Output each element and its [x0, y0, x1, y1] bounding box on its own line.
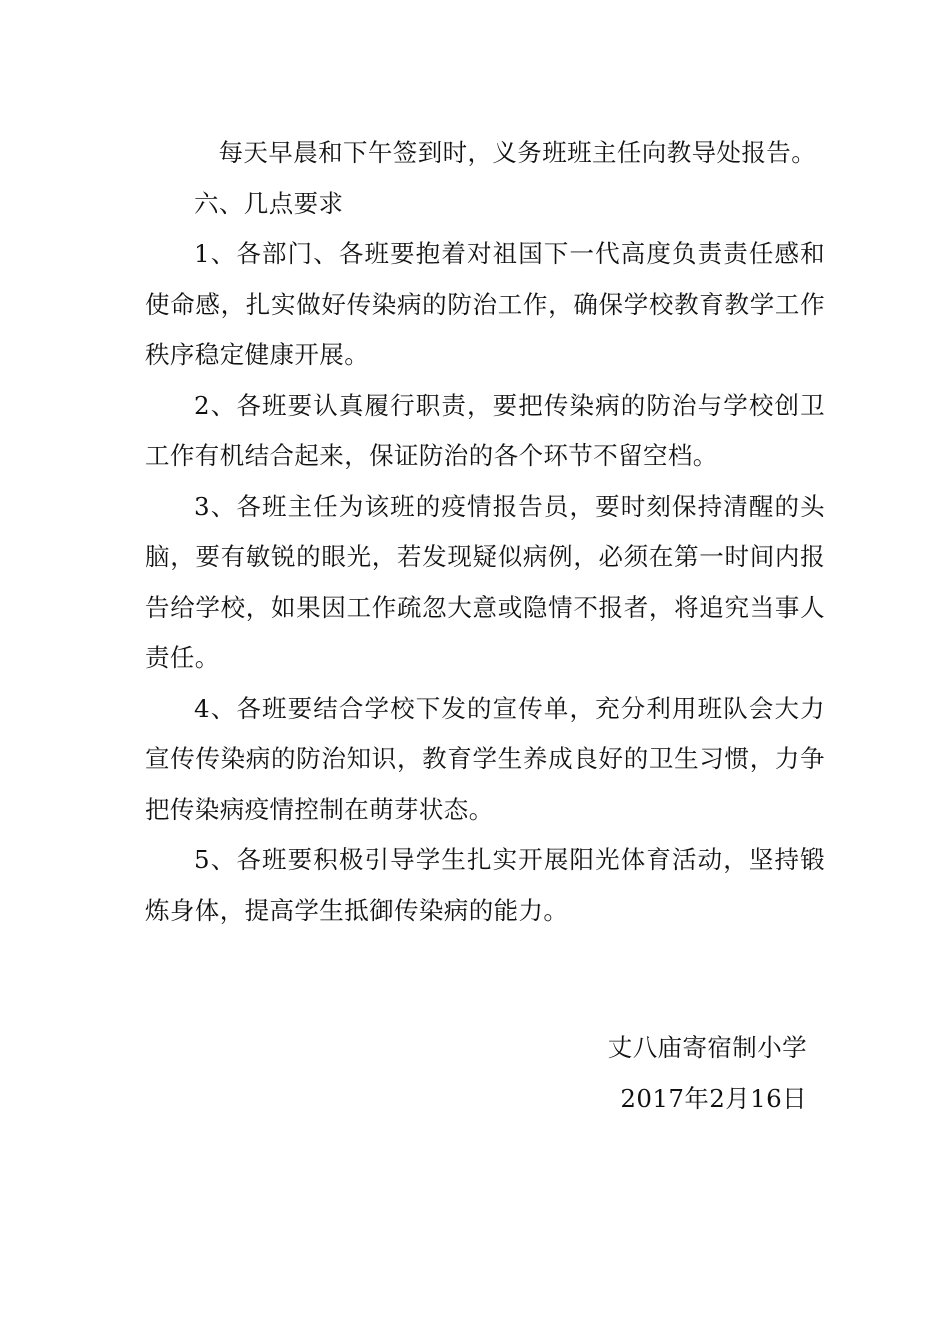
requirement-item-3: 3、各班主任为该班的疫情报告员，要时刻保持清醒的头脑，要有敏锐的眼光，若发现疑似病例，必须在第一时间内报告给学校，如果因工作疏忽大意或隐情不报者，将追究当事人责任。	[145, 491, 825, 672]
signature-date: 2017年2月16日	[620, 1083, 807, 1113]
signature-organization: 丈八庙寄宿制小学	[607, 1033, 807, 1062]
requirement-item-1: 1、各部门、各班要抱着对祖国下一代高度负责责任感和使命感，扎实做好传染病的防治工作，确保学校教育教学工作秩序稳定健康开展。	[145, 239, 825, 369]
requirement-item-4: 4、各班要结合学校下发的宣传单，充分利用班队会大力宣传传染病的防治知识，教育学生养成良好的卫生习惯，力争把传染病疫情控制在萌芽状态。	[145, 693, 825, 824]
signature-block	[608, 1023, 807, 1124]
requirement-item-2: 2、各班要认真履行职责，要把传染病的防治与学校创卫工作有机结合起来，保证防治的各个环节不留空档。	[145, 390, 825, 470]
requirement-item-5: 5、各班要积极引导学生扎实开展阳光体育活动，坚持锻炼身体，提高学生抵御传染病的能力。	[145, 845, 825, 925]
paragraph-sign-in-report: 每天早晨和下午签到时，义务班班主任向教导处报告。	[218, 138, 817, 167]
section-heading-requirements: 六、几点要求	[194, 188, 344, 218]
document-body	[145, 128, 825, 936]
